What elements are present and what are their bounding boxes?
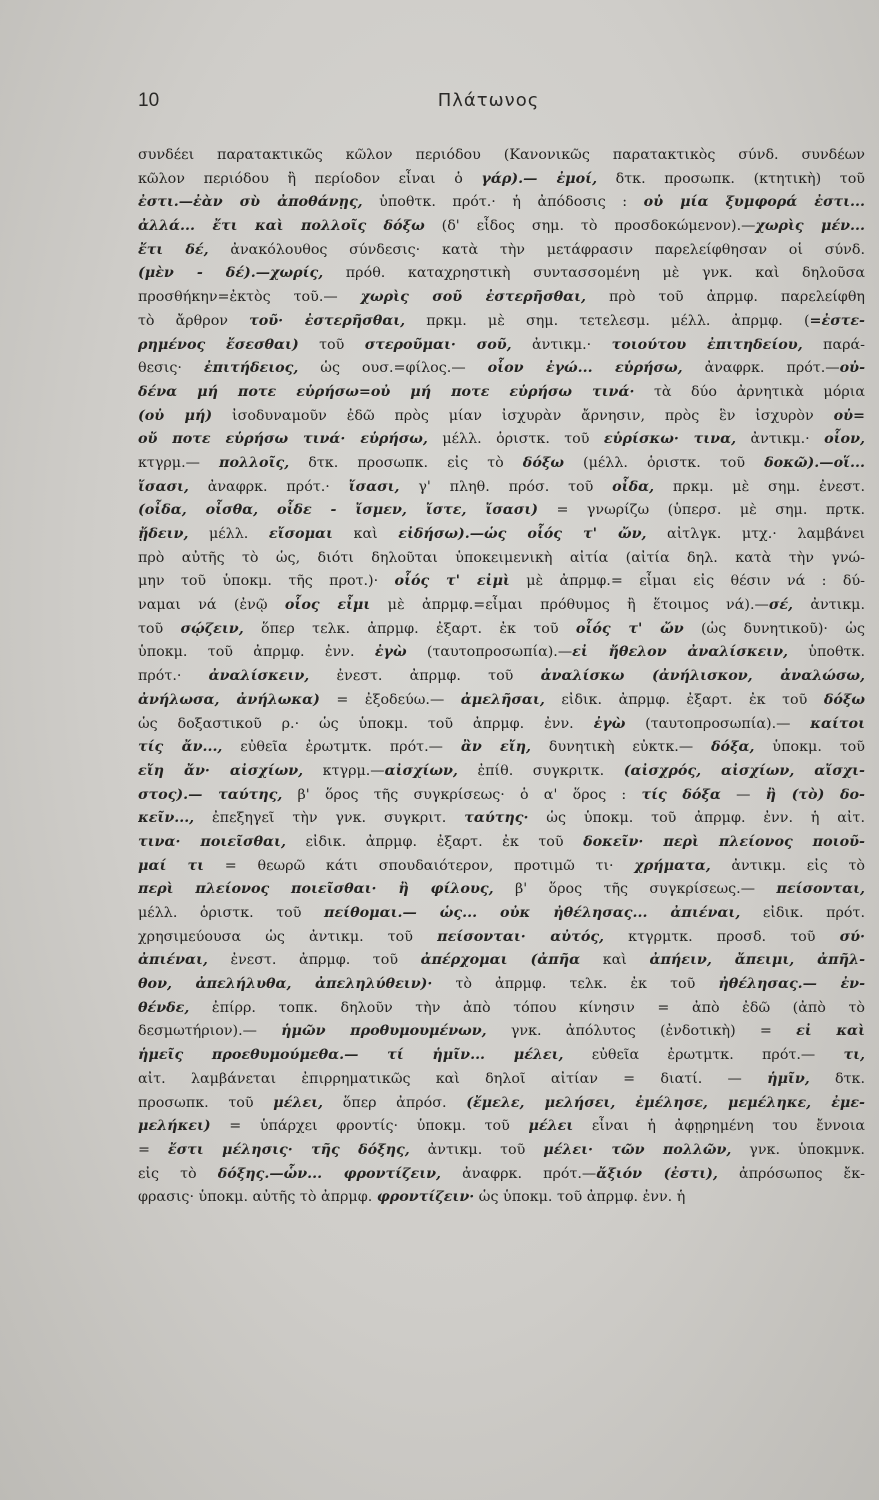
bold-italic-term: (οὐ μή) <box>138 407 213 424</box>
bold-italic-term: στεροῦμαι· σοῦ, <box>364 336 512 353</box>
text-line <box>138 286 865 310</box>
bold-italic-term: στος).— ταύτης, <box>138 786 283 803</box>
text-run: β' ὅρος τῆς συγκρίσεως· ὁ α' ὅρος : <box>282 786 642 803</box>
bold-italic-term: ἄξιόν (ἐστι), <box>596 1165 718 1182</box>
bold-italic-term: οἷον, <box>824 431 865 448</box>
text-run: ἀντικμ. εἰς τὸ <box>710 857 865 874</box>
bold-italic-term: εὑρίσκω· τινα, <box>603 431 737 448</box>
text-run: ἀναφρκ. πρότ.· <box>188 478 349 495</box>
text-line <box>138 1020 865 1044</box>
text-run: (δ' εἶδος σημ. τὸ προσδοκώμενον).— <box>424 218 756 235</box>
text-run: πρκμ. μὲ σημ. ἐνεστ. <box>654 478 865 495</box>
text-line <box>138 878 865 902</box>
bold-italic-term: ἀνήλωσα, ἀνήλωκα) <box>138 691 320 708</box>
bold-italic-term: τίς δόξα <box>641 786 721 803</box>
text-run: ὑποθτκ. πρότ.· ἡ ἀπόδοσις : <box>362 194 644 211</box>
bold-italic-term: ταύτης· <box>464 810 529 827</box>
bold-italic-term: φροντίζειν· <box>376 1189 475 1206</box>
text-run: ὡς ὑποκμ. τοῦ ἀπρμφ. ἐνν. ἡ αἰτ. <box>528 810 865 827</box>
text-line <box>138 665 865 689</box>
bold-italic-term: τινα· ποιεῖσθαι, <box>138 833 286 850</box>
text-run: δτκ. προσωπκ. εἰς τὸ <box>289 454 523 471</box>
bold-italic-term: δόξω <box>522 454 564 471</box>
text-run: μὲ ἀπρμφ.= εἶμαι εἰς θέσιν νά : δύ- <box>509 573 865 590</box>
bold-italic-term: πείθομαι.— ὡς... οὐκ ἠθέλησας... ἀπιέναι, <box>324 905 741 921</box>
bold-italic-term: ἂν εἴη, <box>460 739 532 756</box>
text-line <box>138 405 865 429</box>
text-run: ἀντικμ. <box>793 597 865 614</box>
text-line <box>138 949 865 973</box>
bold-italic-term: ἴσασι, <box>138 478 189 495</box>
text-line <box>138 570 865 594</box>
text-run: δυνητικὴ εὐκτκ.— <box>531 739 711 756</box>
text-line <box>138 381 865 405</box>
text-run: ὅπερ τελκ. ἀπρμφ. ἐξαρτ. ἐκ τοῦ <box>243 620 576 637</box>
text-line <box>138 523 865 547</box>
bold-italic-term: ἀπήειν, ἄπειμι, ἀπῆλ- <box>649 952 865 969</box>
bold-italic-term: ἐπιτήδειος, <box>203 360 299 377</box>
text-run: προσωπκ. τοῦ <box>138 1094 274 1111</box>
text-run: ἐπεξηγεῖ τὴν γνκ. συγκριτ. <box>194 810 465 827</box>
bold-italic-term: πείσονται, <box>776 881 865 898</box>
text-run: ἐπίθ. συγκριτκ. <box>457 762 624 779</box>
text-run: γ' πληθ. πρόσ. τοῦ <box>399 478 613 495</box>
text-run: μέλλ. ὁριστκ. τοῦ <box>138 905 325 921</box>
bold-italic-term: μέλει <box>528 1118 574 1135</box>
text-line <box>138 1068 865 1092</box>
text-run: εἰς τὸ <box>138 1165 218 1182</box>
bold-italic-term: ἡμῶν προθυμουμένων, <box>281 1023 487 1040</box>
bold-italic-term: θένδε, <box>138 999 190 1016</box>
bold-italic-term: μελήκει) <box>138 1118 211 1135</box>
text-line <box>138 807 865 831</box>
text-line <box>138 926 865 950</box>
text-line <box>138 191 865 215</box>
text-run: τοῦ <box>298 336 365 353</box>
page-number: 10 <box>138 90 160 111</box>
text-run: μέλλ. <box>188 526 269 542</box>
bold-italic-term: ἔτι δέ, <box>138 241 209 258</box>
text-run: ἐνεστ. ἀπρμφ. τοῦ <box>207 952 421 969</box>
bold-italic-term: μέλει, <box>273 1094 324 1111</box>
text-run: χρησιμεύουσα ὡς ἀντικμ. τοῦ <box>138 928 438 945</box>
text-run: = γνωρίζω (ὑπερσ. μὲ σημ. πρτκ. <box>538 502 865 519</box>
text-run: (ταυτοπροσωπία).— <box>406 644 573 661</box>
text-line <box>138 1186 865 1210</box>
bold-italic-term: ἐστι.—ἐὰν σὺ ἀποθάνῃς, <box>138 194 363 211</box>
bold-italic-term: τοῦ· ἐστερῆσθαι, <box>249 312 406 329</box>
text-line <box>138 310 865 334</box>
text-run: ἀναφρκ. πρότ.— <box>441 1165 597 1182</box>
bold-italic-term: εἴη ἄν· αἰσχίων, <box>138 762 304 779</box>
bold-italic-term: θον, ἀπελήλυθα, ἀπεληλύθειν)· <box>138 976 433 993</box>
text-run: δεσμωτήριον).— <box>138 1023 282 1040</box>
bold-italic-term: περὶ πλείονος ποιεῖσθαι· ἢ φίλους, <box>138 881 494 898</box>
bold-italic-term: σύ· <box>839 928 865 945</box>
bold-italic-term: ἠθέλησας.— ἐν- <box>718 976 865 993</box>
text-run: εὐθεῖα ἐρωτμτκ. πρότ.— <box>222 739 461 756</box>
text-run: προσθήκην=ἐκτὸς τοῦ.— <box>138 289 361 306</box>
text-run: πρόθ. καταχρηστικὴ συντασσομένη μὲ γνκ. καὶ δηλοῦσα <box>323 265 865 282</box>
text-line <box>138 144 865 168</box>
text-run: ἐπίρρ. τοπκ. δηλοῦν τὴν ἀπὸ τόπου κίνησιν = ἀπὸ ἐδῶ (ἀπὸ τὸ <box>189 999 865 1016</box>
text-run: ὑποκμ. τοῦ ἀπρμφ. ἐνν. <box>138 644 375 661</box>
bold-italic-term: γάρ).— ἐμοί, <box>481 170 598 187</box>
text-run: β' ὅρος τῆς συγκρίσεως.— <box>493 881 777 898</box>
bold-italic-term: ἀναλίσκειν, <box>208 668 310 685</box>
bold-italic-term: σέ, <box>768 597 794 614</box>
bold-italic-term: (οἶδα, οἶσθα, οἶδε - ἴσμεν, ἴστε, ἴσασι) <box>138 502 539 519</box>
text-run: (ὡς δυνητικοῦ)· ὡς <box>683 620 865 637</box>
text-line <box>138 973 865 997</box>
text-line <box>138 499 865 523</box>
text-run: δτκ. προσωπκ. (κτητικὴ) τοῦ <box>597 170 865 187</box>
text-run: ὑποθτκ. <box>788 644 865 661</box>
text-line <box>138 902 865 926</box>
bold-italic-term: τίς ἄν..., <box>138 739 223 756</box>
bold-italic-term: ἐγὼ <box>593 715 626 732</box>
text-run: γνκ. ἀπόλυτος (ἐνδοτικὴ) = <box>486 1023 797 1040</box>
bold-italic-term: ἀλλά... ἔτι καὶ πολλοῖς δόξω <box>138 218 425 235</box>
bold-italic-term: οἷός τ' εἰμὶ <box>394 573 510 590</box>
text-run: μέλλ. ὁριστκ. τοῦ <box>427 431 604 448</box>
text-line <box>138 736 865 760</box>
text-run: ὡς ουσ.=φίλος.— <box>298 360 488 377</box>
text-run: ναμαι νά (ἐνῷ <box>138 597 285 614</box>
text-line <box>138 689 865 713</box>
text-run: τὸ ἄρθρον <box>138 312 250 329</box>
bold-italic-term: αἰσχίων, <box>384 762 458 779</box>
bold-italic-term: δοκῶ).—οἵ... <box>764 454 865 471</box>
text-run: ὡς δοξαστικοῦ ρ.· ὡς ὑποκμ. τοῦ ἀπρμφ. ἐνν. <box>138 715 594 732</box>
bold-italic-term: εἴσομαι <box>268 526 333 542</box>
text-run: καὶ <box>580 952 650 969</box>
bold-italic-term: ἢ (τὸ) δο- <box>765 786 865 803</box>
bold-italic-term: ἀπιέναι, <box>138 952 208 969</box>
bold-italic-term: =ἐστε- <box>809 312 865 329</box>
bold-italic-term: (ἔμελε, μελήσει, ἐμέλησε, μεμέληκε, ἐμε- <box>466 1094 865 1111</box>
text-run: = θεωρῶ κάτι σπουδαιότερον, προτιμῶ τι· <box>204 857 635 874</box>
text-run: γνκ. ὑποκμνκ. <box>731 1141 865 1158</box>
text-run: ἀντικμ.· <box>511 336 612 353</box>
text-run: τὰ δύο ἀρνητικὰ μόρια <box>634 383 865 400</box>
text-run: κτγρμ.— <box>138 454 219 471</box>
text-run: ἰσοδυναμοῦν ἐδῶ πρὸς μίαν ἰσχυρὰν ἄρνησιν, πρὸς ἓν ἰσχυρὸν <box>212 407 834 424</box>
text-run: = ἐξοδεύω.— <box>319 691 461 708</box>
bold-italic-term: οἷος εἶμι <box>284 597 371 614</box>
text-line <box>138 1092 865 1116</box>
text-run: εἰδικ. ἀπρμφ. ἐξαρτ. ἐκ τοῦ <box>544 691 824 708</box>
text-run: κῶλον περιόδου ἢ περίοδον εἶναι ὁ <box>138 170 482 187</box>
text-run: παρά- <box>802 336 865 353</box>
text-run: μην τοῦ ὑποκμ. τῆς προτ.)· <box>138 573 395 590</box>
bold-italic-term: χωρὶς μέν... <box>755 218 865 235</box>
text-run: εἶναι ἡ ἀφῃρημένη του ἔννοια <box>573 1118 865 1135</box>
text-line <box>138 476 865 500</box>
text-run: αἰτλγκ. μτχ.· λαμβάνει <box>646 526 865 542</box>
text-run: πρὸ αὐτῆς τὸ ὡς, διότι δηλοῦται ὑποκειμενικὴ αἰτία (αἰτία δηλ. κατὰ τὴν γνώ- <box>138 549 865 566</box>
text-run: (μέλλ. ὁριστκ. τοῦ <box>563 454 765 471</box>
text-run: ὡς ὑποκμ. τοῦ ἀπρμφ. ἐνν. ἡ <box>474 1189 686 1206</box>
bold-italic-term: ἀναλίσκω (ἀνήλισκον, ἀναλώσω, <box>540 668 865 685</box>
text-line <box>138 831 865 855</box>
text-run: πρὸ τοῦ ἀπρμφ. παρελείφθη <box>586 289 865 306</box>
text-run: ἀναφρκ. πρότ.— <box>682 360 840 377</box>
text-run: ἐνεστ. ἀπρμφ. τοῦ <box>309 668 541 685</box>
text-line <box>138 594 865 618</box>
text-line <box>138 1139 865 1163</box>
bold-italic-term: οὔ ποτε εὑρήσω τινά· εὑρήσω, <box>138 431 428 448</box>
text-run: τὸ ἀπρμφ. τελκ. ἐκ τοῦ <box>432 976 719 993</box>
bold-italic-term: δόξω <box>823 691 865 708</box>
text-run: κτγρμτκ. προσδ. τοῦ <box>604 928 840 945</box>
bold-italic-term: καίτοι <box>810 715 865 732</box>
text-run: εἰδικ. ἀπρμφ. ἐξαρτ. ἐκ τοῦ <box>285 833 584 850</box>
bold-italic-term: ἔστι μέλησις· τῆς δόξης, <box>167 1141 410 1158</box>
text-run: αἰτ. λαμβάνεται ἐπιρρηματικῶς καὶ δηλοῖ αἰτίαν = διατί. — <box>138 1070 768 1087</box>
bold-italic-term: μέλει· τῶν πολλῶν, <box>543 1141 732 1158</box>
bold-italic-term: οὐ= <box>833 407 865 424</box>
text-run: ἀπρόσωπος ἔκ- <box>717 1165 865 1182</box>
text-line <box>138 641 865 665</box>
bold-italic-term: οὐ- <box>839 360 865 377</box>
bold-italic-term: εἰ ἤθελον ἀναλίσκειν, <box>572 644 788 661</box>
text-line <box>138 168 865 192</box>
bold-italic-term: ἀμελῆσαι, <box>460 691 545 708</box>
text-run: φρασις· ὑποκμ. αὐτῆς τὸ ἀπρμφ. <box>138 1189 377 1206</box>
text-line <box>138 1115 865 1139</box>
bold-italic-term: οὐ μία ξυμφορά ἐστι... <box>643 194 865 211</box>
text-run: καὶ <box>332 526 399 542</box>
bold-italic-term: οἷον ἐγώ... εὑρήσω, <box>487 360 683 377</box>
text-line <box>138 855 865 879</box>
text-run: κτγρμ.— <box>303 762 385 779</box>
bold-italic-term: ἡμεῖς προεθυμούμεθα.— τί ἡμῖν... μέλει, <box>138 1047 564 1064</box>
text-line <box>138 452 865 476</box>
text-line <box>138 547 865 571</box>
text-line <box>138 428 865 452</box>
text-line <box>138 997 865 1021</box>
bold-italic-term: ᾔδειν, <box>138 526 189 542</box>
bold-italic-term: δοκεῖν· περὶ πλείονος ποιοῦ- <box>583 833 865 850</box>
text-run: πρκμ. μὲ σημ. τετελεσμ. μέλλ. ἀπρμφ. ( <box>405 312 810 329</box>
bold-italic-term: κεῖν..., <box>138 810 195 827</box>
text-line <box>138 618 865 642</box>
bold-italic-term: (αἰσχρός, αἰσχίων, αἴσχι- <box>623 762 865 779</box>
bold-italic-term: μαί τι <box>138 857 205 874</box>
text-line <box>138 215 865 239</box>
text-run: εἰδικ. πρότ. <box>740 905 865 921</box>
text-line <box>138 1044 865 1068</box>
text-run: ἀντικμ. τοῦ <box>409 1141 544 1158</box>
bold-italic-term: (μὲν - δέ).—χωρίς, <box>138 265 324 282</box>
text-run: ὑποκμ. τοῦ <box>754 739 865 756</box>
text-line <box>138 713 865 737</box>
text-run: (ταυτοπροσωπία).— <box>625 715 811 732</box>
bold-italic-term: σῴζειν, <box>180 620 244 637</box>
bold-italic-term: δόξης.—ὧν... φροντίζειν, <box>217 1165 442 1182</box>
text-run: εὐθεῖα ἐρωτμτκ. πρότ.— <box>563 1047 844 1064</box>
running-head: Πλάτωνος <box>437 90 540 111</box>
bold-italic-term: εἰ καὶ <box>796 1023 865 1040</box>
text-run: δτκ. <box>809 1070 865 1087</box>
bold-italic-term: δόξα, <box>711 739 755 756</box>
text-run: ὅπερ ἀπρόσ. <box>323 1094 467 1111</box>
text-run: — <box>720 786 766 803</box>
page-header <box>138 88 839 118</box>
bold-italic-term: χρήματα, <box>634 857 711 874</box>
bold-italic-term: ἐγὼ <box>374 644 407 661</box>
text-line <box>138 334 865 358</box>
text-run: μὲ ἀπρμφ.=εἶμαι πρόθυμος ἢ ἕτοιμος νά).— <box>370 597 769 614</box>
bold-italic-term: ἴσασι, <box>348 478 400 495</box>
bold-italic-term: ρημένος ἔσεσθαι) <box>138 336 299 353</box>
text-run: τοῦ <box>138 620 181 637</box>
text-run: θεσις· <box>138 360 204 377</box>
text-run: = ὑπάρχει φροντίς· ὑποκμ. τοῦ <box>210 1118 529 1135</box>
text-line <box>138 239 865 263</box>
text-line <box>138 784 865 808</box>
bold-italic-term: ἡμῖν, <box>767 1070 810 1087</box>
text-run: = <box>138 1141 168 1158</box>
commentary-text <box>138 144 865 1210</box>
text-line <box>138 1163 865 1187</box>
bold-italic-term: τι, <box>843 1047 865 1064</box>
bold-italic-term: πολλοῖς, <box>219 454 290 471</box>
text-run: ἀνακόλουθος σύνδεσις· κατὰ τὴν μετάφρασιν παρελείφθησαν οἱ σύνδ. <box>208 241 865 258</box>
text-line <box>138 262 865 286</box>
bold-italic-term: οἷός τ' ὤν <box>575 620 684 637</box>
text-line <box>138 760 865 784</box>
bold-italic-term: δένα μή ποτε εὑρήσω=οὐ μή ποτε εὑρήσω τινά· <box>138 383 635 400</box>
text-run: συνδέει παρατακτικῶς κῶλον περιόδου (Κανονικῶς παρατακτικὸς σύνδ. συνδέων <box>138 147 865 163</box>
text-line <box>138 357 865 381</box>
bold-italic-term: τοιούτου ἐπιτηδείου, <box>611 336 803 353</box>
bold-italic-term: εἰδήσω).—ὡς οἷός τ' ὤν, <box>398 526 647 542</box>
bold-italic-term: χωρὶς σοῦ ἐστερῆσθαι, <box>360 289 587 306</box>
text-run: ἀντικμ.· <box>736 431 825 448</box>
bold-italic-term: οἶδα, <box>612 478 655 495</box>
bold-italic-term: ἀπέρχομαι (ἀπῆα <box>420 952 581 969</box>
text-run: πρότ.· <box>138 668 209 685</box>
bold-italic-term: πείσονται· αὐτός, <box>437 928 605 945</box>
